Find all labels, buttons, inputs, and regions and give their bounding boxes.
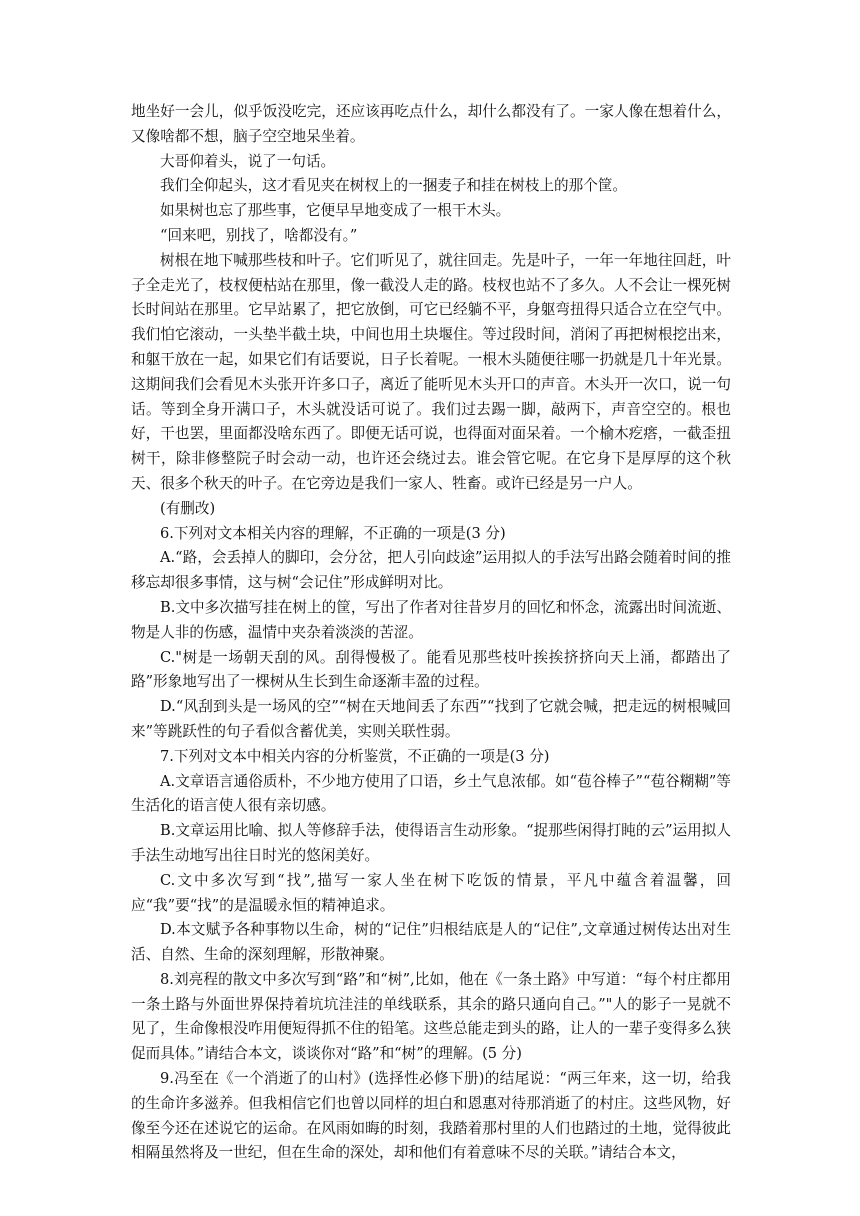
story-paragraph: 我们全仰起头，这才看见夹在树杈上的一捆麦子和挂在树枝上的那个筐。 xyxy=(160,177,628,195)
question-7-option-d: D.本文赋予各种事物以生命，树的“记住”归根结底是人的“记住”,文章通过树传达出对生活、自然、生命的深刻理解，形散神聚。 xyxy=(131,921,731,964)
question-6-option-a: A.“路，会丢掉人的脚印，会分岔，把人引向歧途”运用拟人的手法写出路会随着时间的推移忘却很多事情，这与树“会记住”形成鲜明对比。 xyxy=(131,549,731,592)
story-paragraph: 大哥仰着头，说了一句话。 xyxy=(160,152,336,170)
question-6-option-d: D.“风刮到头是一场风的空”“树在天地间丢了东西”“找到了它就会喊，把走远的树根喊回来”等跳跃性的句子看似含蓄优美，实则关联性弱。 xyxy=(131,698,731,740)
question-7-stem: 7.下列对文本中相关内容的分析鉴赏，不正确的一项是(3 分) xyxy=(160,747,550,765)
question-6-option-c: C."树是一场朝天刮的风。刮得慢极了。能看见那些枝叶挨挨挤挤向天上涌，都踏出了路”形象地写出了一棵树从生长到生命逐渐丰盈的过程。 xyxy=(131,648,731,691)
story-paragraph: 如果树也忘了那些事，它便早早地变成了一根干木头。 xyxy=(160,202,511,220)
story-paragraph: 树根在地下喊那些枝和叶子。它们听见了，就往回走。先是叶子，一年一年地往回赶，叶子全走光了，枝杈便枯站在那里，像一截没人走的路。枝杈也站不了多久。人不会让一棵死树长时间站在那里。它早站累了，把它放倒，可它已经躺不平，身躯弯扭得只适合立在空气中。我们怕它滚动，一头垫半截土块，中间也用土块堰住。等过段时间，消闲了再把树根挖出来，和躯干放在一起，如果它们有话要说，日子长着呢。一根木头随便往哪一扔就是几十年光景。这期间我们会看见木头张开许多口子，离近了能听见木头开口的声音。木头开一次口，说一句话。等到全身开满口子，木头就没话可说了。我们过去踢一脚，敲两下，声音空空的。根也好，干也罢，里面都没啥东西了。即便无话可说，也得面对面呆着。一个榆木疙瘩，一截歪扭树干，除非修整院子时会动一动，也许还会绕过去。谁会管它呢。在它身下是厚厚的这个秋天、很多个秋天的叶子。在它旁边是我们一家人、牲畜。或许已经是另一户人。 xyxy=(131,251,731,492)
question-7-option-a: A.文章语言通俗质朴，不少地方使用了口语，乡土气息浓郁。如“苞谷棒子”“苞谷糊糊”等生活化的语言使人很有亲切感。 xyxy=(131,772,731,815)
exam-page xyxy=(131,100,731,1166)
question-6-stem: 6.下列对文本相关内容的理解，不正确的一项是(3 分) xyxy=(160,524,506,542)
story-paragraph: “回来吧，别找了，啥都没有。” xyxy=(160,226,358,244)
question-7-option-b: B.文章运用比喻、拟人等修辞手法，使得语言生动形象。“捉那些闲得打盹的云”运用拟人手法生动地写出往日时光的悠闲美好。 xyxy=(131,822,731,864)
story-paragraph-continued: 地坐好一会儿，似乎饭没吃完，还应该再吃点什么，却什么都没有了。一家人像在想着什么，又像啥都不想，脑子空空地呆坐着。 xyxy=(131,103,731,145)
question-9: 9.冯至在《一个消逝了的山村》(选择性必修下册)的结尾说：“两三年来，这一切，给我的生命许多滋养。但我相信它们也曾以同样的坦白和恩惠对待那消逝了的村庄。这些风物，好像至今还在述说它的运命。在风雨如晦的时刻，我踏着那村里的人们也踏过的土地，觉得彼此相隔虽然将及一世纪，但在生命的深处，却和他们有着意味不尽的关联。”请结合本文， xyxy=(131,1070,731,1162)
question-6-option-b: B.文中多次描写挂在树上的筐，写出了作者对往昔岁月的回忆和怀念，流露出时间流逝、物是人非的伤感，温情中夹杂着淡淡的苦涩。 xyxy=(131,598,731,641)
question-8: 8.刘亮程的散文中多次写到“路”和“树”,比如，他在《一条土路》中写道：“每个村庄都用一条土路与外面世界保持着坑坑洼洼的单线联系，其余的路只通向自己。”"人的影子一晃就不见了，生命像根没咋用便短得抓不住的铅笔。这些总能走到头的路，让人的一辈子变得多么狭促而具体。”请结合本文，谈谈你对“路”和“树”的理解。(5 分) xyxy=(131,970,731,1063)
source-note: (有删改) xyxy=(160,499,216,517)
question-7-option-c: C.文中多次写到“找”,描写一家人坐在树下吃饭的情景，平凡中蕴含着温馨，回应“我”要“找”的是温暖永恒的精神追求。 xyxy=(131,871,731,914)
